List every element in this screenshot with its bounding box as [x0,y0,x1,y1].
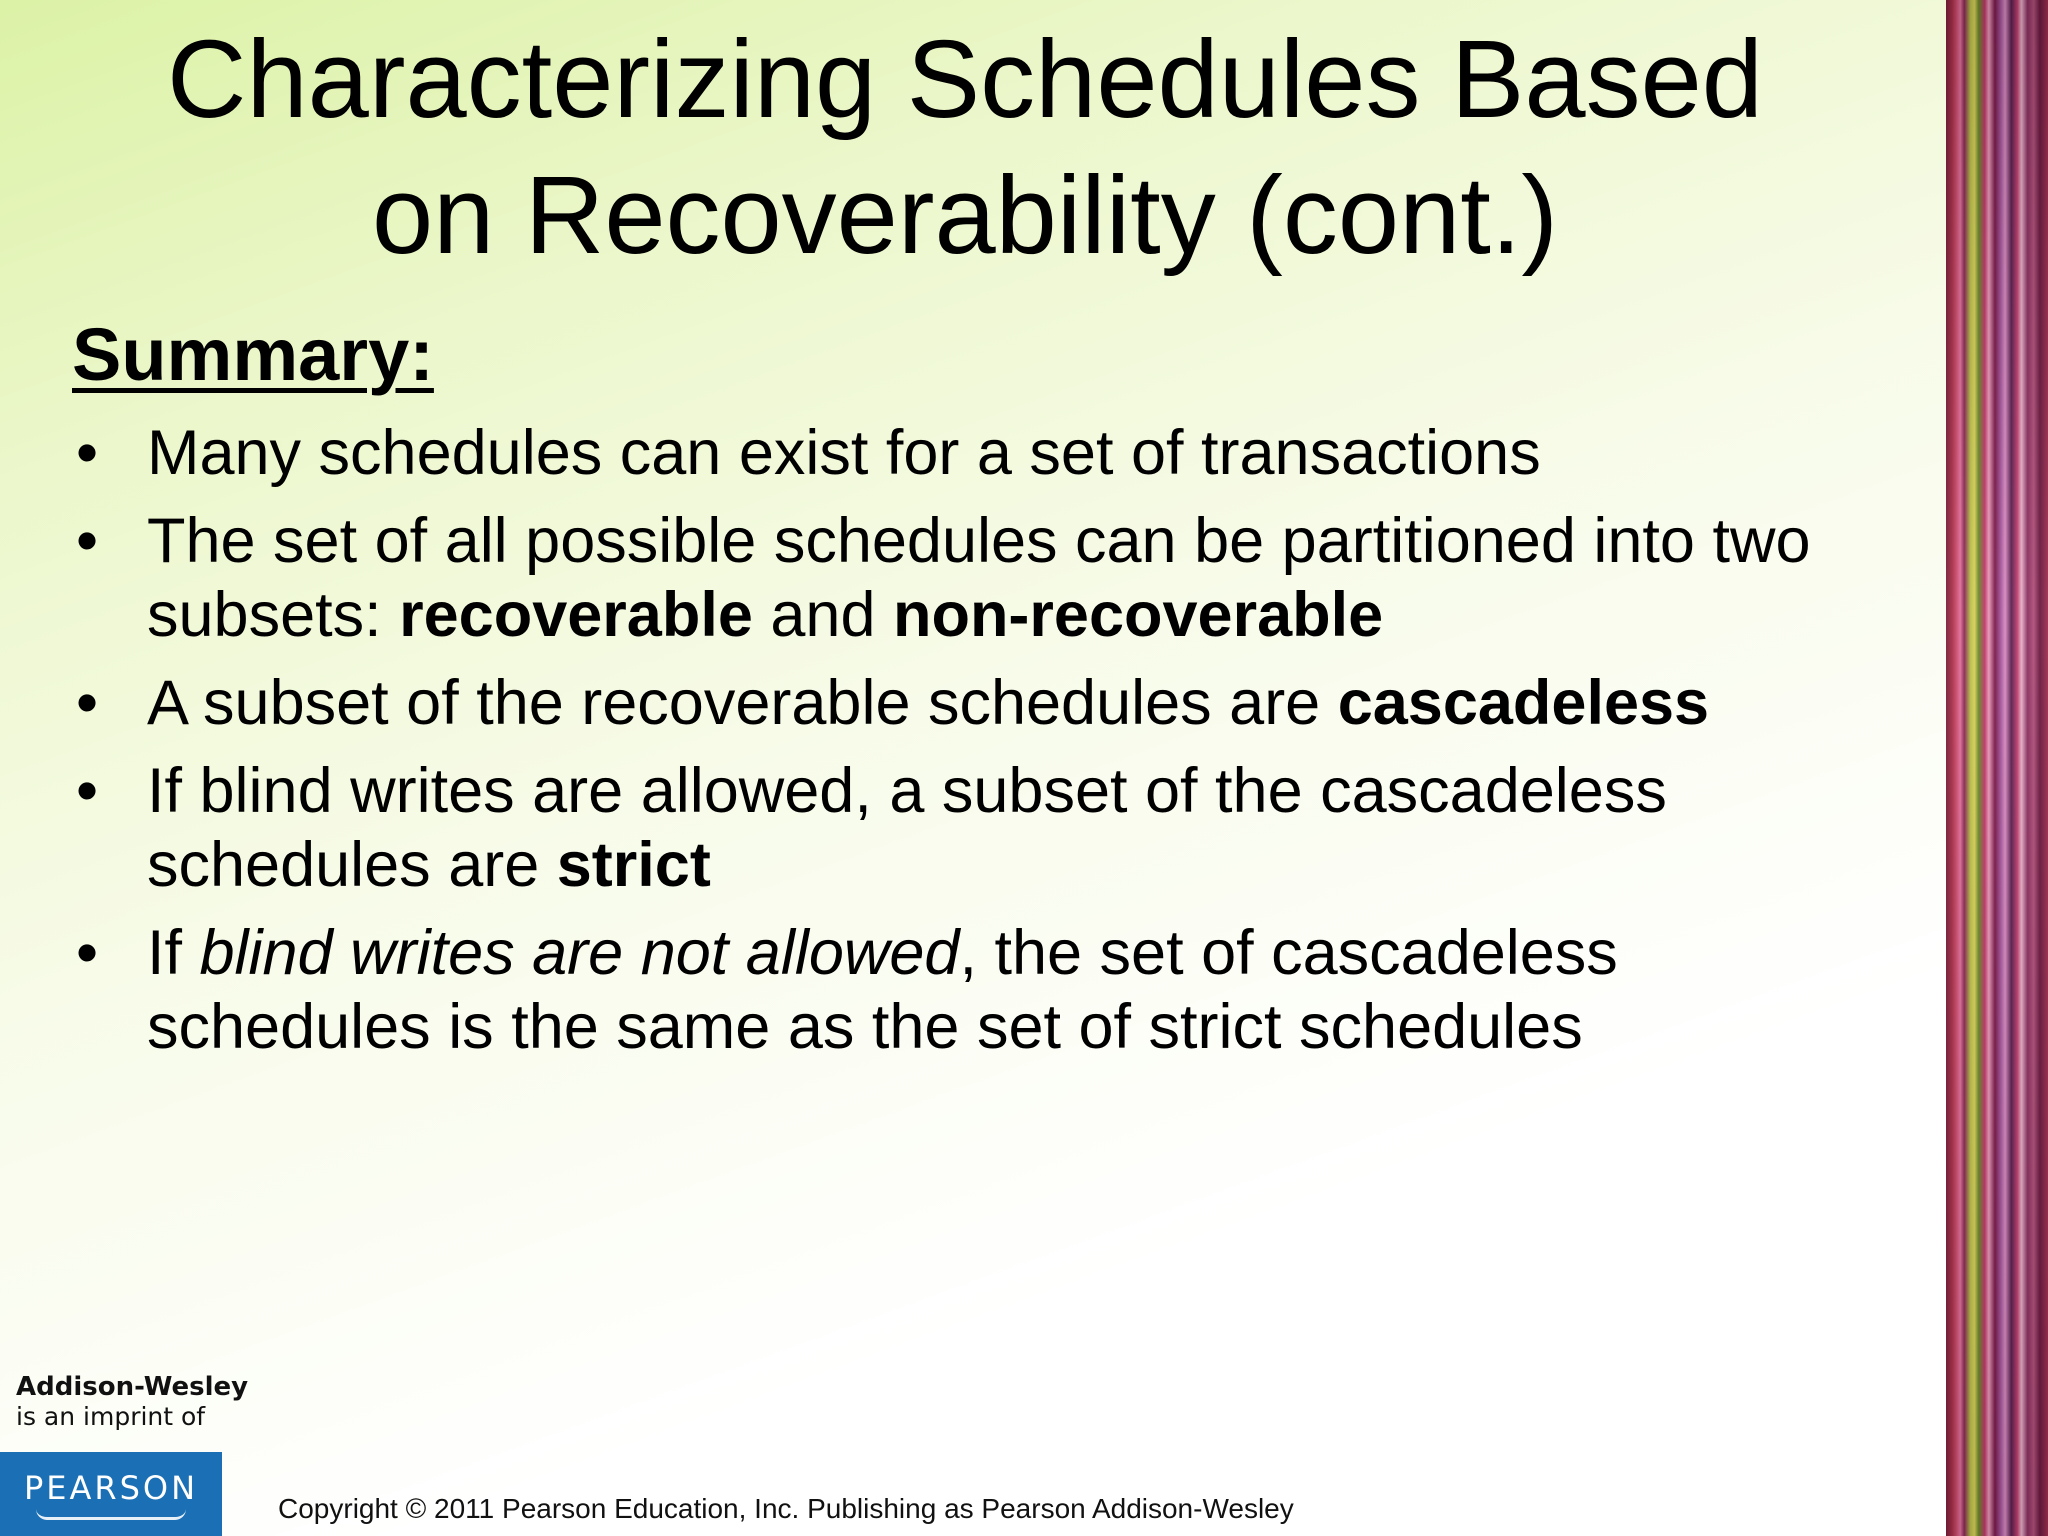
bullet-item [72,754,1852,902]
title-line-1: Characterizing Schedules Based [167,18,1763,141]
bullet-bold-term: recoverable [399,580,753,650]
bullet-text: If blind writes are allowed, a subset of the cascadeless schedules are [147,756,1667,900]
bullet-item [72,416,1852,490]
bullet-text: Many schedules can exist for a set of transactions [147,418,1541,488]
bullet-dot: • [75,756,99,826]
bullet-text: The set of all possible schedules can be partitioned into two subsets: [147,506,1811,650]
bullet-item [72,916,1852,1064]
copyright-notice: Copyright © 2011 Pearson Education, Inc. Publishing as Pearson Addison-Wesley [278,1493,1294,1524]
bullet-item [72,666,1852,740]
pearson-logo [0,1452,222,1536]
bullet-text: and [752,580,893,650]
bullet-text: A subset of the recoverable schedules are [147,668,1338,738]
pearson-swoosh-icon [36,1509,186,1520]
bullet-item [72,504,1852,652]
addison-wesley-logo [16,1372,248,1432]
bullet-bold-term: non-recoverable [892,580,1384,650]
summary-heading: Summary: [72,313,434,396]
bullet-list [72,416,1852,1078]
bullet-bold-term: cascadeless [1337,668,1710,738]
bullet-dot: • [75,506,99,576]
bullet-text: If [147,918,200,988]
bullet-bold-term: strict [556,830,711,900]
title-line-2: on Recoverability (cont.) [371,154,1559,277]
slide-title [0,12,1930,284]
decorative-side-strip [1946,0,2048,1536]
bullet-dot: • [75,668,99,738]
bullet-italic-term: blind writes are not allowed [199,918,960,988]
bullet-text: , the set of cascadeless schedules is the same as the set of strict schedules [147,918,1618,1062]
publisher-imprint-note: is an imprint of [16,1402,206,1431]
bullet-dot: • [75,918,99,988]
publisher-name: Addison-Wesley [16,1372,249,1402]
bullet-dot: • [75,418,99,488]
pearson-wordmark: PEARSON [23,1468,199,1507]
